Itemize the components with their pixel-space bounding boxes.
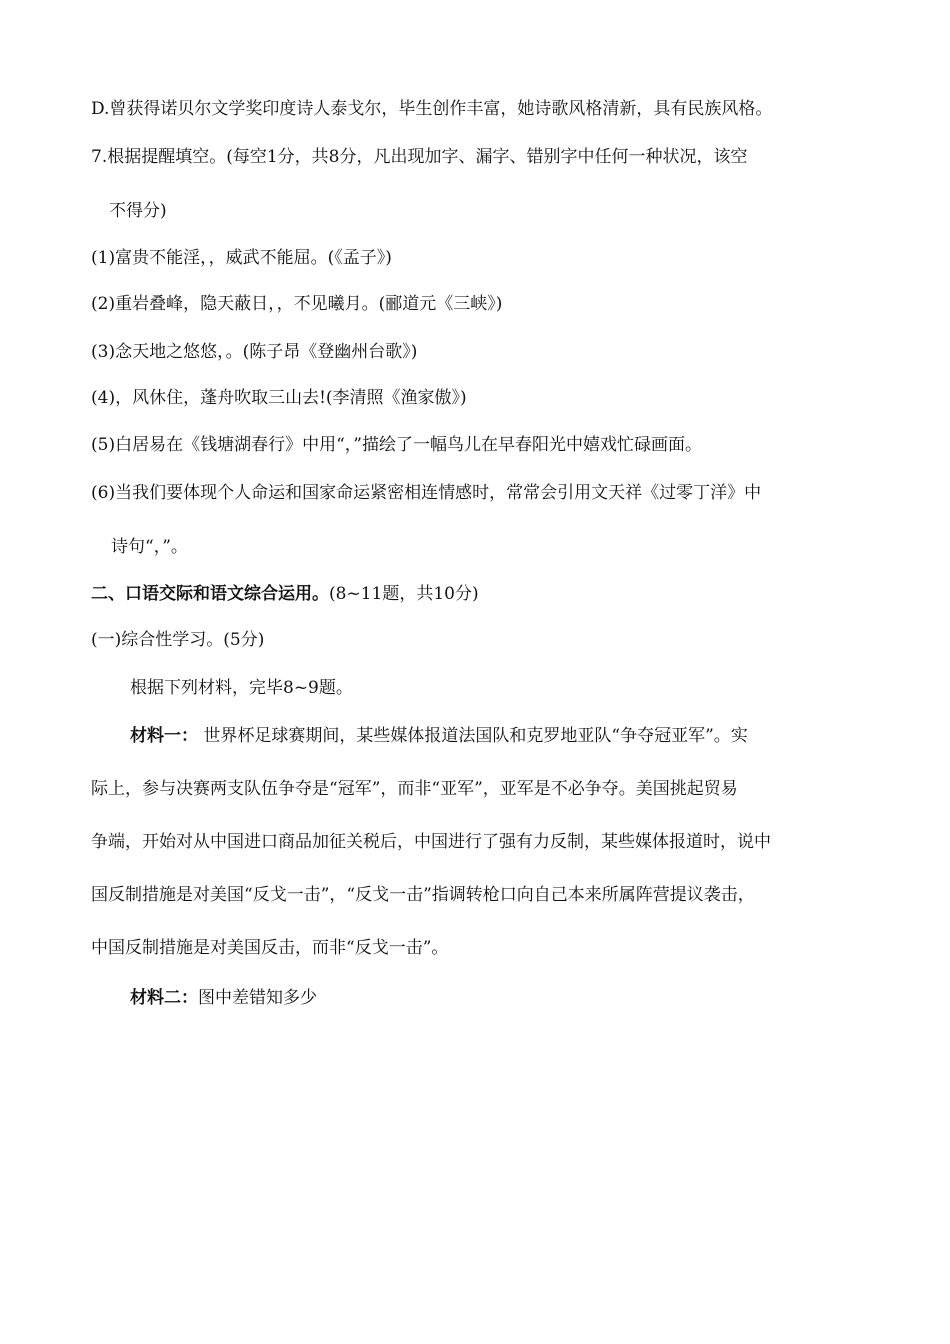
material-2-text: 图中差错知多少 <box>198 988 317 1008</box>
question-7-item-2: (2)重岩叠峰，隐天蔽日，，不见曦月。(郦道元《三峡》) <box>91 294 503 314</box>
instruction: 根据下列材料，完毕8~9题。 <box>130 678 353 698</box>
section-2-title: 二、口语交际和语文综合运用。 <box>91 584 329 604</box>
question-7-item-6-cont: 诗句“，”。 <box>111 537 188 557</box>
section-2-heading <box>91 582 479 606</box>
material-1-line-2: 际上，参与决赛两支队伍争夺是“冠军”，而非“亚军”，亚军是不必争夺。美国挑起贸易 <box>91 779 738 799</box>
material-1-line-1 <box>130 724 748 748</box>
section-2-score: (8~11题，共10分) <box>329 584 479 604</box>
material-1-line-5: 中国反制措施是对美国反击，而非“反戈一击”。 <box>91 938 449 958</box>
material-2-label: 材料二： <box>130 988 198 1008</box>
material-1-line-3: 争端，开始对从中国进口商品加征关税后，中国进行了强有力反制，某些媒体报道时，说中 <box>91 832 771 852</box>
subsection-1-heading: (一)综合性学习。(5分) <box>91 630 265 650</box>
question-7-heading: 7.根据提醒填空。(每空1分，共8分，凡出现加字、漏字、错别字中任何一种状况，该空 <box>91 147 748 167</box>
question-7-item-5: (5)白居易在《钱塘湖春行》中用“，”描绘了一幅鸟儿在早春阳光中嬉戏忙碌画面。 <box>91 435 702 455</box>
question-7-heading-cont: 不得分) <box>109 201 167 221</box>
question-7-item-6: (6)当我们要体现个人命运和国家命运紧密相连情感时，常常会引用文天祥《过零丁洋》中 <box>91 483 762 503</box>
question-7-item-3: (3)念天地之悠悠，。(陈子昂《登幽州台歌》) <box>91 342 418 362</box>
option-d: D.曾获得诺贝尔文学奖印度诗人泰戈尔，毕生创作丰富，她诗歌风格清新，具有民族风格。 <box>91 99 773 119</box>
material-1-line-4: 国反制措施是对美国“反戈一击”，“反戈一击”指调转枪口向自己本来所属阵营提议袭击， <box>91 885 755 905</box>
question-7-item-4: (4)，风休住，蓬舟吹取三山去!(李清照《渔家傲》) <box>91 388 467 408</box>
material-1-label: 材料一： <box>130 726 198 746</box>
material-2-line <box>130 986 317 1010</box>
question-7-item-1: (1)富贵不能淫，，威武不能屈。(《孟子》) <box>91 248 392 268</box>
material-1-text: 世界杯足球赛期间，某些媒体报道法国队和克罗地亚队“争夺冠亚军”。实 <box>198 726 748 746</box>
